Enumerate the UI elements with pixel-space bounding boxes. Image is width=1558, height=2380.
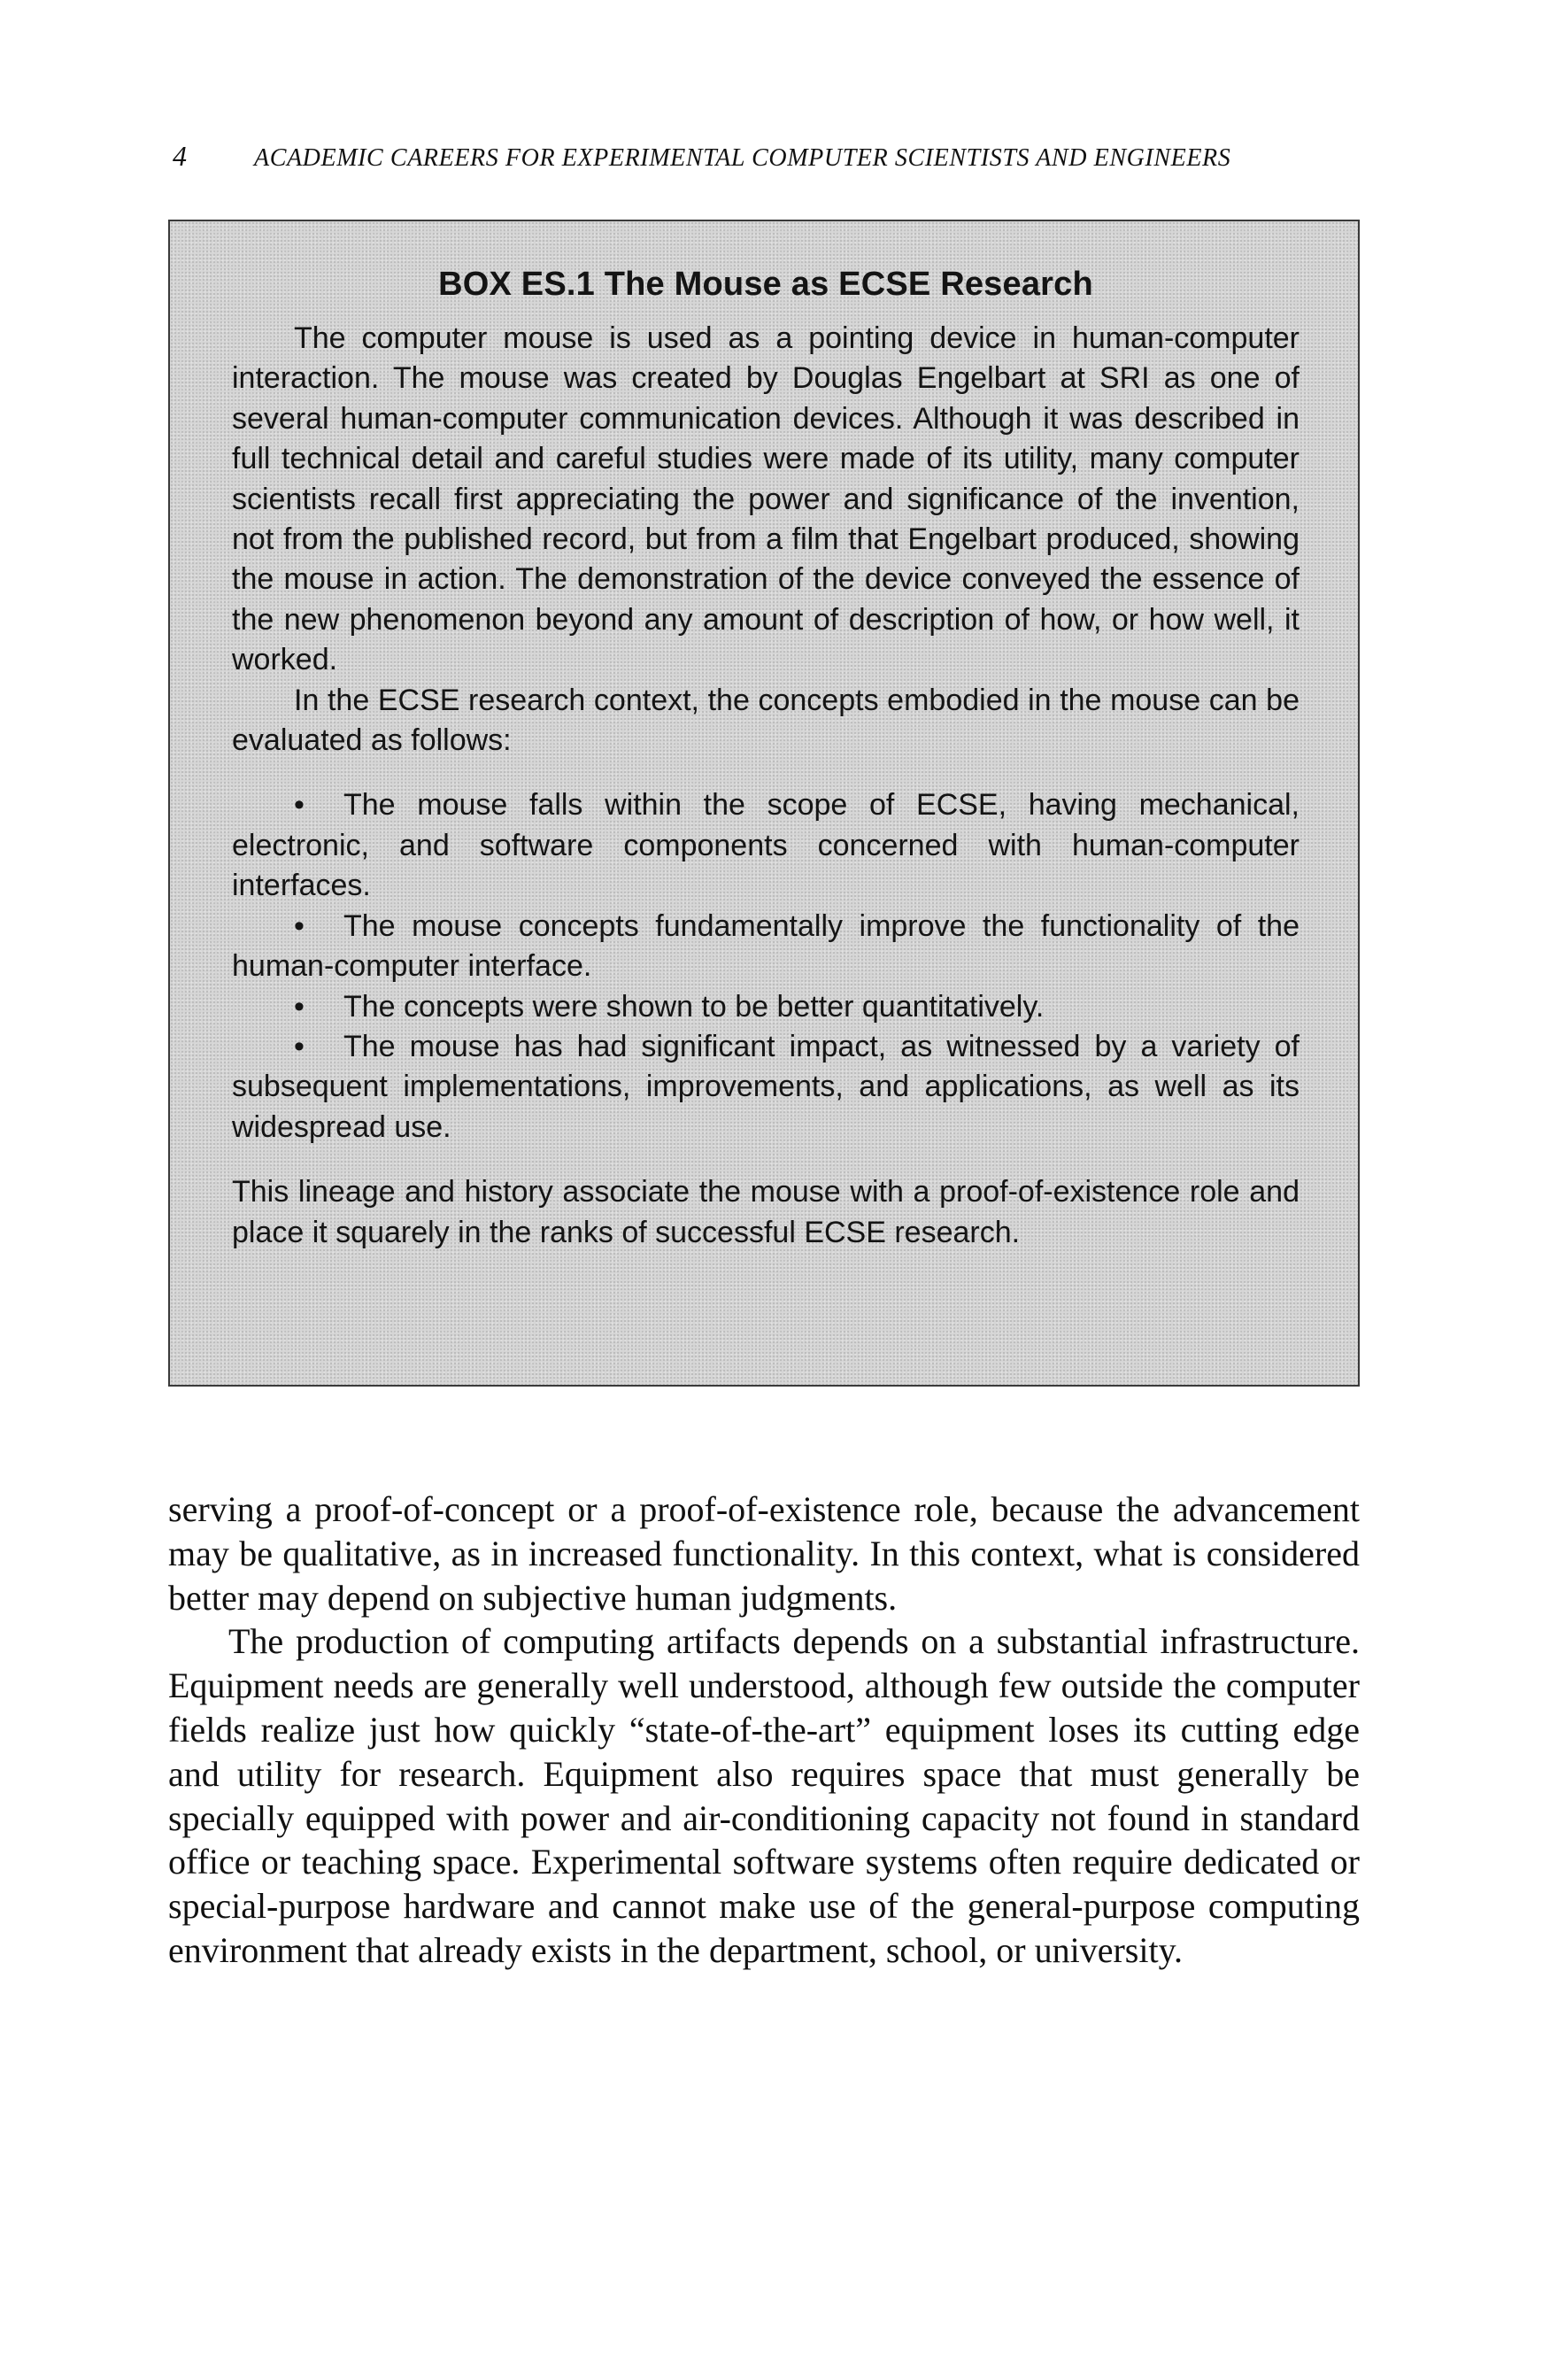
box-bullet bbox=[232, 987, 1300, 1027]
box-bullet-text: The mouse falls within the scope of ECSE, having mechanical, electronic, and software components concerned with human-computer interfaces. bbox=[232, 788, 1300, 903]
box-paragraph: The computer mouse is used as a pointing device in human-computer interaction. The mouse was created by Douglas Engelbart at SRI as one of several human-computer communication devices. Although it was described in full technical detail and careful studies were made of its utility, many computer scientists recall first appreciating the power and significance of the invention, not from the published record, but from a film that Engelbart produced, showing the mouse in action. The demonstration of the device conveyed the essence of the new phenomenon beyond any amount of description of how, or how well, it worked. bbox=[232, 321, 1300, 677]
box-bullet bbox=[232, 907, 1300, 987]
box-bullet bbox=[232, 785, 1300, 906]
page-number: 4 bbox=[173, 140, 188, 172]
body-text bbox=[168, 1488, 1360, 1973]
bullet-dot-icon: • bbox=[294, 788, 305, 823]
bullet-dot-icon: • bbox=[294, 1029, 305, 1063]
bullet-dot-icon: • bbox=[294, 908, 305, 943]
bullet-dot-icon: • bbox=[294, 989, 305, 1024]
box-bullet-text: The mouse concepts fundamentally improve the functionality of the human-computer interface. bbox=[232, 908, 1300, 984]
running-title: ACADEMIC CAREERS FOR EXPERIMENTAL COMPUTER SCIENTISTS AND ENGINEERS bbox=[254, 144, 1231, 172]
box-closing: This lineage and history associate the mouse with a proof-of-existence role and place it squarely in the ranks of successful ECSE research. bbox=[232, 1175, 1300, 1249]
box-bullet-text: The concepts were shown to be better quantitatively. bbox=[343, 989, 1045, 1024]
box-bullet-text: The mouse has had significant impact, as witnessed by a variety of subsequent implementations, improvements, and applications, as well as its widespread use. bbox=[232, 1029, 1300, 1144]
body-paragraph: The production of computing artifacts depends on a substantial infrastructure. Equipment needs are generally well understood, although few outside the computer fields realize just how quickly “state-of-the-art” equipment loses its cutting edge and utility for research. Equipment also requires space that must generally be specially equipped with power and air-conditioning capacity not found in standard office or teaching space. Experimental software systems often require dedicated or special-purpose hardware and cannot make use of the general-purpose computing environment that already exists in the department, school, or university. bbox=[168, 1621, 1360, 1970]
sidebar-box bbox=[168, 220, 1360, 1387]
body-paragraph: serving a proof-of-concept or a proof-of-existence role, because the advancement may be qualitative, as in increased functionality. In this context, what is considered better may depend on subjective human judgments. bbox=[168, 1489, 1360, 1618]
box-bullet bbox=[232, 1027, 1300, 1148]
box-title: BOX ES.1 The Mouse as ECSE Research bbox=[438, 266, 1093, 303]
page-header bbox=[173, 134, 1377, 178]
box-paragraph: In the ECSE research context, the concepts embodied in the mouse can be evaluated as follows: bbox=[232, 683, 1300, 758]
